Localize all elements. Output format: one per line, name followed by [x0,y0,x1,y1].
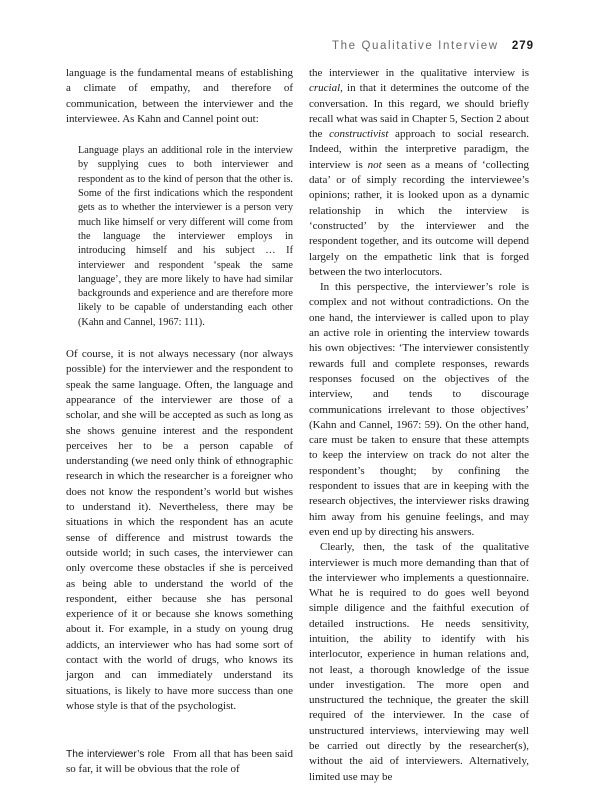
right-paragraph-2: In this perspective, the interviewer’s role is complex and not without contradictions. On the one hand, the interviewer is called upon to play an active role in orienting the interview towards his own objectives: ‘The interviewer consistently rewards full and complete responses, rewards responses focused on the objectives of the interview, and tends to discourage communications irrelevant to those objectives’ (Kahn and Cannel, 1967: 59). On the other hand, care must be taken to ensure that these attempts to keep the interview on track do not alter the respondent’s thought; by confining the respondent to issues that are in keeping with the research objectives, the interviewer risks drawing him away from his genuine feelings, and may even end up by directing his answers. [309,281,529,538]
emphasis-not: not [367,158,382,171]
left-paragraph-2: Of course, it is not always necessary (nor always possible) for the interviewer and the respondent to speak the same language. Often, the language and appearance of the interviewer are those of a scholar, and she will be accepted as such as long as she shows genuine interest and the respondent perceives her to be a person capable of understanding (we need only think of ethnographic research in which the researcher is a foreigner who does not know the respondent’s world but wishes to understand it). Nevertheless, there may be situations in which the respondent has an acute sense of difference and mistrust towards the outside world; in such cases, the interviewer can only overcome these obstacles if she is perceived as being able to understand the world of the respondent, either because she has personal experience of it or because she knows something about it. For example, in a study on young drug addicts, an interviewer who has had some sort of contact with the world of drugs, who knows its jargon and can immediately understand its situations, is likely to have more success than one whose style is that of the psychologist. [66,348,293,712]
text-run: seen as a means of ‘collecting data’ or of simply recording the interviewee’s opinions; rather, it is looked upon as a dynamic relationship in which the interview is ‘constructed’ by the interviewer and the respondent together, and its outcome will depend largely on the empathetic link that is forged between the two interlocutors. [309,158,529,278]
running-head [332,40,534,52]
emphasis-constructivist: constructivist [329,128,389,141]
page-number: 279 [511,40,534,52]
block-quote: Language plays an additional role in the interview by supplying cues to both interviewer and respondent as to the kind of person that the other is. Some of the first indications which the respondent gets as to whether the interviewer is a person very much like himself or very different will come from the language the interviewer employs in introducing himself and his subject … If interviewer and respondent ‘speak the same language’, they are more likely to have had similar backgrounds and experience and are therefore more likely to be capable of understanding each other (Kahn and Cannel, 1967: 111). [78,145,293,328]
right-paragraph-1 [309,66,529,280]
right-paragraph-3: Clearly, then, the task of the qualitative interviewer is much more demanding than that of the interviewer who implements a questionnaire. What he is required to do goes well beyond simple diligence and the faithful execution of detailed instructions. He needs sensitivity, intuition, the ability to identify with his interlocutor, experience in human relations and, not least, a thorough knowledge of the issue under investigation. The more open and unstructured the technique, the greater the skill required of the interviewer. In the case of unstructured interviews, interviewing may well be carried out directly by the researcher(s), without the aid of interviewers. Alternatively, limited use may be [309,541,529,783]
left-paragraph-3-text: From all that has been said so far, it will be obvious that the role of [66,748,293,776]
right-column [309,66,529,785]
left-column [66,66,293,778]
left-paragraph-1: language is the fundamental means of establishing a climate of empathy, and therefore of communication, between the interviewer and the interviewee. As Kahn and Cannel point out: [66,67,293,125]
text-run: approach to social research. Indeed, within the interpretive paradigm, the interview is [309,128,529,171]
running-title: The Qualitative Interview [332,40,499,52]
section-gap [66,714,293,747]
text-run: , in that it determines the outcome of the conversation. In this regard, we should briefly recall what was said in Chapter 5, Section 2 about the [309,82,529,141]
left-paragraph-3 [66,747,293,778]
emphasis-crucial: crucial [309,82,341,95]
text-run: the interviewer in the qualitative interview is [309,67,529,79]
section-subheading: The interviewer’s role [66,749,165,761]
